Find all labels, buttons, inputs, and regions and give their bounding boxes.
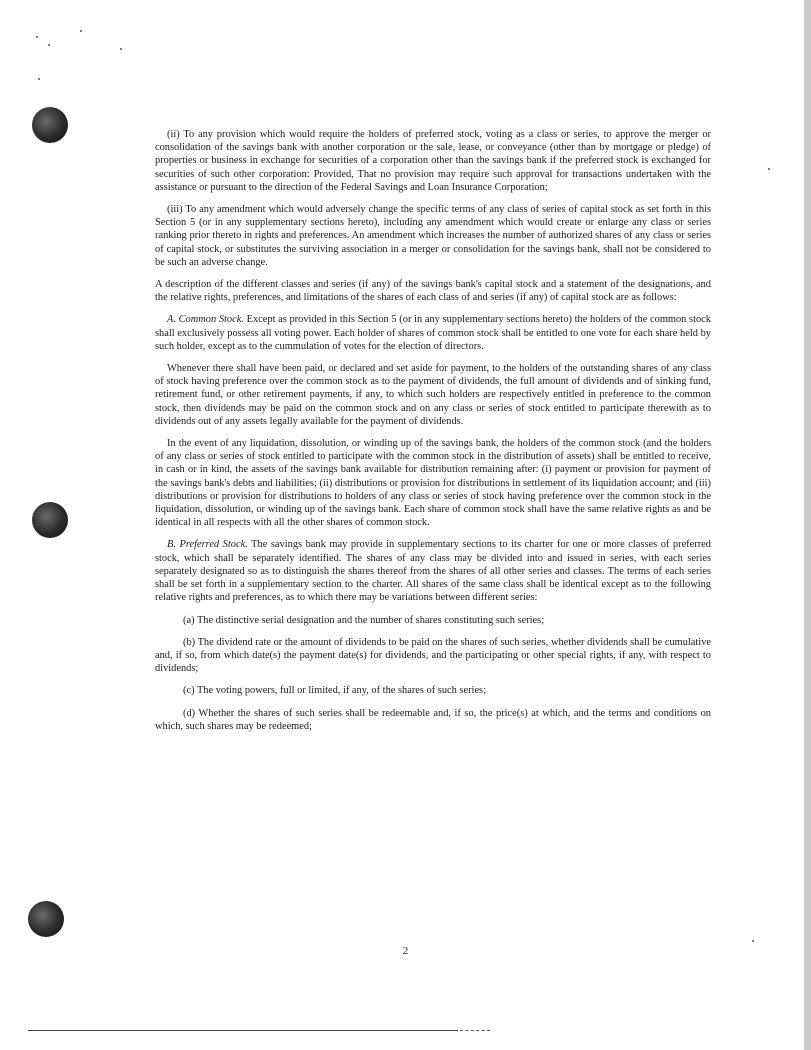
paragraph-iii: (iii) To any amendment which would adversely change the specific terms of any class of series of capital stock as set forth in this Section 5 (or in any supplementary sections hereto), including any amendment which would create or enlarge any class or series ranking prior thereto in rights and preferences. An amendment which increases the number of authorized shares of any class or series of capital stock, or substitutes the surviving association in a merger or consolidation for the savings bank, shall not be considered to be such an adverse change.: [155, 204, 711, 268]
common-stock-text: Except as provided in this Section 5 (or in any supplementary sections hereto) the holders of the common stock shall exclusively possess all voting power. Each holder of shares of common stock shall be entitled to one vote for each share held by such holder, except as to the cummulation of votes for the election of directors.: [155, 314, 711, 352]
bottom-rule: [28, 1030, 458, 1031]
document-body: [155, 128, 711, 742]
scan-speck: [752, 940, 754, 942]
scan-speck: [120, 48, 122, 50]
common-stock-heading: A. Common Stock.: [167, 314, 244, 326]
scan-speck: [768, 168, 770, 170]
page-number: 2: [402, 945, 409, 957]
paragraph-liquidation: In the event of any liquidation, dissolution, or winding up of the savings bank, the holders of the common stock (and the holders of any class or series of stock entitled to participate with the common stock in the distribution of assets) shall be entitled to receive, in cash or in kind, the assets of the savings bank available for distribution remaining after: (i) payment or provision for payment of the savings bank's debts and liabilities; (ii) distributions or provision for distributions in settlement of its liquidation account; and (iii) distributions or provision for distributions to holders of any class or series of stock having preference over the common stock in the liquidation, dissolution, or winding up of the savings bank. Each share of common stock shall have the same relative rights as and be identical in all respects with all the other shares of common stock.: [155, 438, 711, 529]
paragraph-ii: (ii) To any provision which would require the holders of preferred stock, voting as a class or series, to approve the merger or consolidation of the savings bank with another corporation or the sale, lease, or conveyance (other than by mortgage or pledge) of properties or business in exchange for securities of a corporation other than the savings bank if the preferred stock is exchanged for securities of such other corporation: Provided, That no provision may require such approval for transactions undertaken with the assistance or pursuant to the direction of the Federal Savings and Loan Insurance Corporation;: [155, 129, 711, 193]
punch-hole-bottom: [28, 901, 64, 937]
paragraph-dividends: Whenever there shall have been paid, or declared and set aside for payment, to the holders of the outstanding shares of any class of stock having preference over the common stock as to the payment of dividends, the full amount of dividends and of sinking fund, retirement fund, or other retirement payments, if any, to which such holders are respectively entitled in preference to the common stock, then dividends may be paid on the common stock and on any class or series of stock entitled to participate therewith as to dividends out of any assets legally available for the payment of dividends.: [155, 363, 711, 427]
preferred-stock-text: The savings bank may provide in supplementary sections to its charter for one or more classes of preferred stock, which shall be separately identified. The shares of any class may be divided into and issued in series, with each series separately designated so as to distinguish the shares thereof from the shares of all other series and classes. The terms of each series shall be set forth in a supplementary section to the charter. All shares of the same class shall be identical except as to the following relative rights and preferences, as to which there may be variations between different series:: [155, 539, 711, 604]
punch-hole-top: [32, 107, 68, 143]
paragraph-c: (c) The voting powers, full or limited, if any, of the shares of such series;: [183, 685, 486, 697]
scan-speck: [36, 36, 38, 38]
scan-speck: [38, 78, 40, 80]
punch-hole-middle: [32, 502, 68, 538]
scan-speck: [48, 44, 50, 46]
scan-speck: [80, 30, 82, 32]
preferred-stock-heading: B. Preferred Stock.: [167, 539, 248, 551]
bottom-rule-dashed: [460, 1030, 490, 1032]
paragraph-b: (b) The dividend rate or the amount of dividends to be paid on the shares of such series, whether dividends shall be cumulative and, if so, from which date(s) the payment date(s) for dividends, and the participating or other special rights, if any, with respect to dividends;: [155, 636, 711, 675]
paragraph-preferred-stock: [155, 538, 711, 604]
scan-edge: [804, 0, 811, 1050]
paragraph-d: (d) Whether the shares of such series shall be redeemable and, if so, the price(s) at which, and the terms and conditions on which, such shares may be redeemed;: [155, 707, 711, 732]
paragraph-a: (a) The distinctive serial designation and the number of shares constituting such series;: [183, 614, 545, 626]
paragraph-description: A description of the different classes and series (if any) of the savings bank's capital stock and a statement of the designations, and the relative rights, preferences, and limitations of the shares of each class of and series (if any) of capital stock are as follows:: [155, 279, 711, 304]
paragraph-common-stock: [155, 313, 711, 353]
